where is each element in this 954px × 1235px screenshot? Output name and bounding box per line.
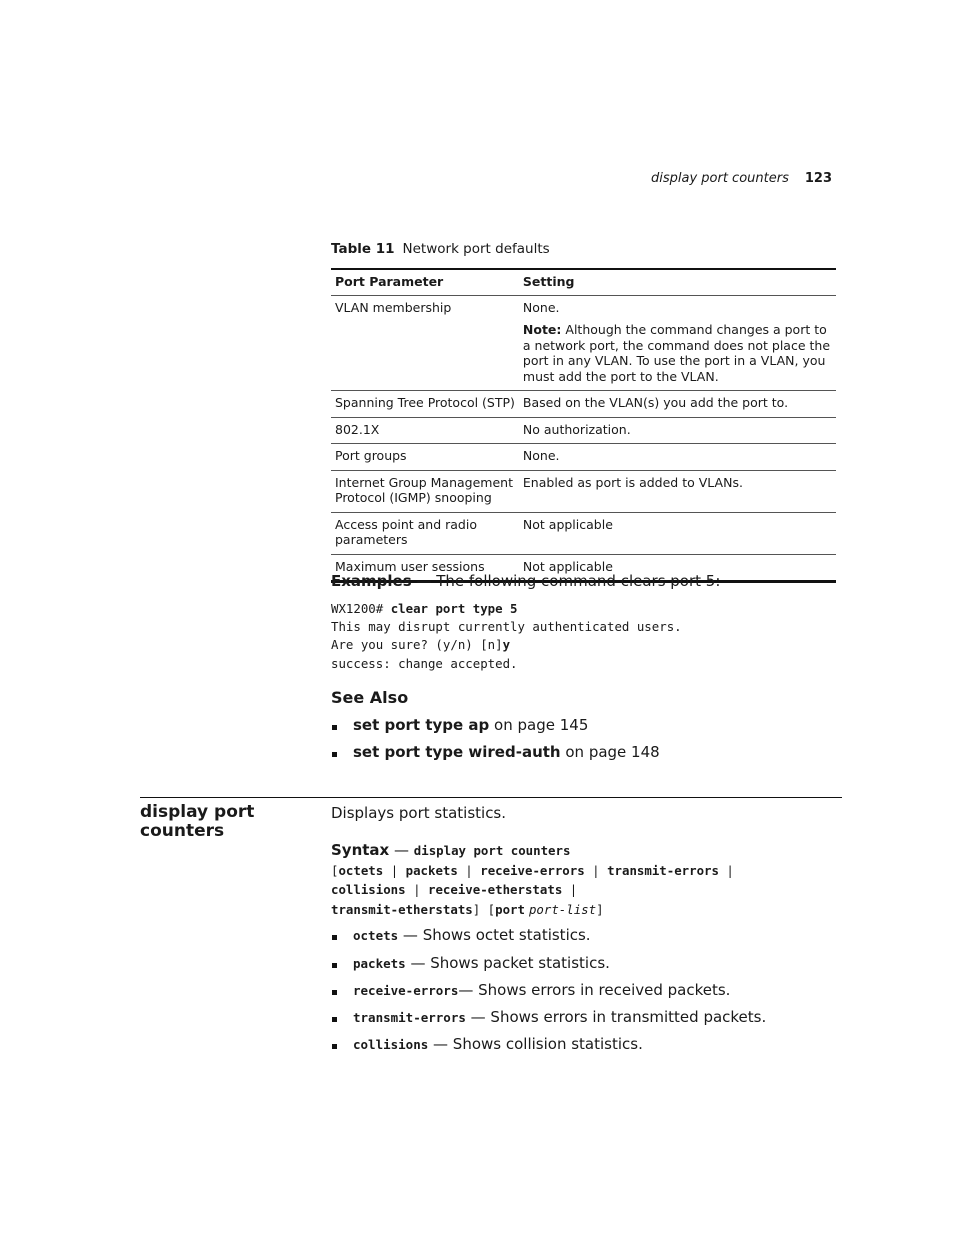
- section-description: Displays port statistics.: [331, 804, 507, 822]
- table-row: [331, 444, 836, 471]
- note-label: Note:: [522, 322, 562, 337]
- code-input: y: [502, 637, 511, 653]
- code-line: [331, 600, 682, 618]
- syntax-bracket: ]: [596, 901, 604, 917]
- see-also-page: on page 145: [489, 716, 589, 734]
- bullet-icon: [332, 1017, 337, 1022]
- table-header-row: [331, 269, 836, 295]
- column-header: Setting: [519, 269, 836, 295]
- option-item: [353, 926, 591, 944]
- option-keyword: transmit-errors: [353, 1010, 466, 1025]
- examples-paragraph: [331, 572, 720, 590]
- running-header: [600, 171, 832, 186]
- code-question: Are you sure? (y/n) [n]: [331, 637, 503, 653]
- option-description: — Shows errors in transmitted packets.: [465, 1008, 767, 1026]
- setting-text: None.: [522, 299, 560, 315]
- parameter-cell: Internet Group Management Protocol (IGMP) snooping: [331, 470, 519, 512]
- section-rule: [140, 797, 842, 798]
- section-title: display port counters: [140, 802, 255, 841]
- syntax-keyword: octets: [338, 862, 384, 878]
- defaults-table: [331, 268, 836, 583]
- syntax-separator: |: [405, 882, 428, 897]
- option-item: [353, 1035, 643, 1053]
- network-port-defaults-table: [331, 268, 836, 583]
- syntax-separator: |: [562, 882, 578, 897]
- syntax-keyword: receive-errors: [480, 862, 585, 878]
- syntax-separator: |: [457, 862, 481, 878]
- syntax-block: [331, 841, 734, 919]
- parameter-cell: Maximum user sessions: [331, 554, 519, 582]
- option-keyword: collisions: [353, 1037, 429, 1052]
- syntax-keyword: collisions: [331, 882, 406, 897]
- setting-cell: None.: [519, 444, 836, 471]
- code-line: success: change accepted.: [331, 655, 518, 671]
- syntax-bracket: [: [331, 862, 339, 878]
- see-also-link[interactable]: set port type ap: [353, 716, 490, 734]
- syntax-line: [331, 841, 734, 861]
- option-keyword: receive-errors: [353, 983, 459, 998]
- code-command: clear port type 5: [390, 601, 518, 616]
- parameter-cell: Spanning Tree Protocol (STP): [331, 391, 519, 418]
- code-line: This may disrupt currently authenticated users.: [331, 619, 682, 635]
- bullet-icon: [332, 725, 337, 730]
- examples-text: — The following command clears port 5:: [411, 572, 721, 590]
- syntax-separator: |: [584, 862, 608, 878]
- syntax-parameter: port-list: [528, 901, 597, 917]
- bullet-icon: [332, 990, 337, 995]
- syntax-keyword: transmit-errors: [607, 862, 719, 878]
- syntax-label: Syntax: [331, 841, 390, 859]
- syntax-line: [331, 900, 734, 920]
- option-description: — Shows octet statistics.: [398, 926, 591, 944]
- note: [523, 322, 832, 384]
- table-row: [331, 470, 836, 512]
- parameter-cell: 802.1X: [331, 417, 519, 444]
- syntax-line: [331, 880, 734, 900]
- parameter-cell: Port groups: [331, 444, 519, 471]
- option-item: [353, 954, 610, 972]
- option-keyword: octets: [353, 928, 399, 943]
- syntax-keyword: packets: [405, 862, 458, 878]
- syntax-dash: —: [389, 841, 414, 859]
- option-description: — Shows errors in received packets.: [458, 981, 731, 999]
- setting-cell: [519, 295, 836, 391]
- note-text: Although the command changes a port to a network port, the command does not place the port in any VLAN. To use the port in a VLAN, you must add the port to the VLAN.: [522, 322, 831, 384]
- bullet-icon: [332, 752, 337, 757]
- parameter-cell: VLAN membership: [331, 295, 519, 391]
- bullet-icon: [332, 1044, 337, 1049]
- table-label: Table 11: [331, 241, 395, 257]
- option-item: [353, 981, 730, 999]
- see-also-link[interactable]: set port type wired-auth: [353, 743, 561, 761]
- table-caption-text: Network port defaults: [402, 241, 550, 257]
- setting-cell: Enabled as port is added to VLANs.: [519, 470, 836, 512]
- table-row: [331, 391, 836, 418]
- syntax-keyword: transmit-etherstats: [331, 901, 473, 917]
- see-also-heading: See Also: [331, 688, 409, 707]
- setting-cell: Based on the VLAN(s) you add the port to.: [519, 391, 836, 418]
- see-also-page: on page 148: [560, 743, 660, 761]
- see-also-item: [353, 743, 660, 761]
- column-header: Port Parameter: [331, 269, 519, 295]
- see-also-item: [353, 716, 588, 734]
- bullet-icon: [332, 935, 337, 940]
- parameter-cell: Access point and radio parameters: [331, 512, 519, 554]
- table-row: [331, 417, 836, 444]
- table-row: [331, 295, 836, 391]
- syntax-command: display port counters: [413, 843, 571, 858]
- syntax-keyword: port: [495, 901, 525, 917]
- syntax-separator: |: [383, 862, 406, 878]
- syntax-keyword: receive-etherstats: [428, 882, 563, 897]
- table-row: [331, 512, 836, 554]
- option-description: — Shows collision statistics.: [428, 1035, 643, 1053]
- setting-cell: Not applicable: [519, 512, 836, 554]
- syntax-separator: |: [718, 862, 734, 878]
- table-caption: [331, 241, 550, 257]
- syntax-line: [331, 861, 734, 881]
- setting-cell: No authorization.: [519, 417, 836, 444]
- code-prompt: WX1200#: [331, 601, 391, 616]
- option-keyword: packets: [353, 956, 406, 971]
- option-item: [353, 1008, 766, 1026]
- bullet-icon: [332, 963, 337, 968]
- code-line: [331, 636, 682, 654]
- setting-cell: Not applicable: [519, 554, 836, 582]
- option-description: — Shows packet statistics.: [405, 954, 610, 972]
- syntax-bracket: ] [: [472, 901, 496, 917]
- examples-label: Examples: [331, 572, 412, 590]
- running-header-title: display port counters: [650, 171, 789, 186]
- page-number: 123: [804, 171, 832, 186]
- example-code-block: [331, 600, 682, 673]
